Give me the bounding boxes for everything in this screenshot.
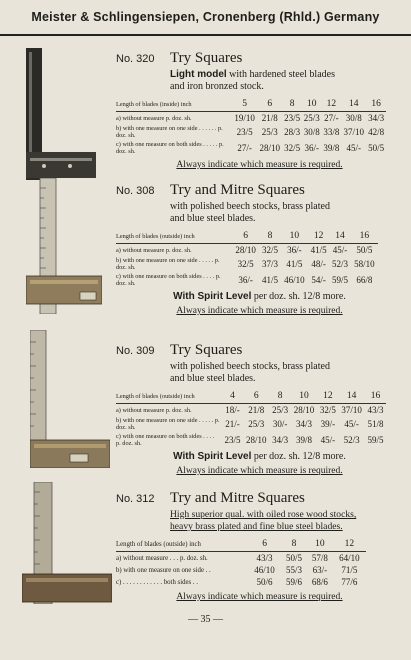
size-header-label: Length of blades (outside) inch (116, 391, 222, 404)
size-cell: 10 (302, 99, 322, 112)
price-cell: 32/5 (237, 259, 254, 269)
price-cell: 34/3 (272, 435, 289, 445)
price-cell: 37/10 (343, 127, 364, 137)
price-cell: 50/5 (368, 143, 385, 153)
price-cell: 77/6 (341, 577, 358, 587)
spirit-level-rest: per doz. sh. 12/8 more. (251, 451, 346, 462)
price-cell: 34/3 (368, 113, 385, 123)
size-cell: 10 (307, 539, 333, 552)
price-row (116, 256, 378, 272)
price-cell: 48/- (311, 259, 326, 269)
size-cell: 16 (366, 99, 386, 112)
price-cell: 64/10 (339, 553, 360, 563)
section-309 (116, 342, 403, 476)
price-cell: 23/5 (284, 113, 301, 123)
item-number: No. 320 (116, 53, 155, 65)
spirit-level-bold: With Spirit Level (173, 451, 252, 462)
price-cell: 59/5 (367, 435, 384, 445)
item-title: Try Squares (170, 50, 243, 66)
price-row (116, 140, 386, 156)
price-table (116, 539, 366, 588)
price-cell: 57/8 (311, 553, 328, 563)
item-description (116, 361, 403, 385)
price-cell: 21/- (225, 419, 240, 429)
price-row (116, 564, 366, 576)
price-cell: 55/3 (286, 565, 303, 575)
measure-note-text: Always indicate which measure is required. (176, 466, 343, 476)
price-cell: 28/10 (259, 143, 280, 153)
row-label: a) without measure p. doz. sh. (116, 246, 192, 254)
price-cell: 51/8 (367, 419, 384, 429)
spirit-level-bold: With Spirit Level (173, 291, 252, 302)
price-cell: 43/3 (367, 405, 384, 415)
price-cell: 41/5 (310, 245, 327, 255)
price-row (116, 416, 386, 432)
size-cell: 12 (333, 539, 366, 552)
price-cell: 25/3 (303, 113, 320, 123)
row-label: a) without measure p. doz. sh. (116, 114, 192, 122)
row-label: c) . . . . . . . . . . . . both sides . . (116, 578, 198, 586)
size-cell: 5 (232, 99, 257, 112)
price-cell: 30/- (272, 419, 288, 429)
price-table (116, 231, 378, 288)
price-cell: 27/- (324, 113, 339, 123)
description-line-1: with polished beech stocks, brass plated (170, 361, 330, 372)
item-number: No. 308 (116, 185, 155, 197)
size-cell: 12 (317, 391, 338, 404)
price-cell: 45/- (332, 245, 348, 255)
description-line-2: and blue steel blades. (170, 373, 256, 384)
item-title: Try and Mitre Squares (170, 182, 305, 198)
price-cell: 33/8 (323, 127, 340, 137)
size-cell: 16 (365, 391, 386, 404)
size-cell: 12 (308, 231, 329, 244)
size-header-label: Length of blades (inside) inch (116, 99, 232, 112)
measure-note-text: Always indicate which measure is required. (176, 306, 343, 316)
price-cell: 58/10 (354, 259, 375, 269)
item-title: Try Squares (170, 342, 243, 358)
row-label: a) without measure . . . p. doz. sh. (116, 554, 208, 562)
price-cell: 46/10 (284, 275, 305, 285)
size-cell: 10 (291, 391, 318, 404)
section-312 (116, 490, 403, 602)
price-cell: 41/5 (261, 275, 278, 285)
price-row (116, 432, 386, 448)
price-row (116, 552, 366, 565)
price-row (116, 112, 386, 125)
price-cell: 36/- (304, 143, 319, 153)
measure-note (116, 160, 403, 170)
spirit-level-rest: per doz. sh. 12/8 more. (251, 291, 346, 302)
price-cell: 28/10 (293, 405, 315, 415)
price-cell: 23/5 (224, 435, 241, 445)
item-title: Try and Mitre Squares (170, 490, 305, 506)
price-cell: 39/- (320, 419, 336, 429)
size-cell: 6 (232, 231, 259, 244)
price-cell: 28/3 (284, 127, 301, 137)
price-cell: 21/8 (248, 405, 265, 415)
row-label: b) with one measure on one side . . (116, 566, 211, 574)
price-cell: 23/5 (236, 127, 253, 137)
item-number: No. 312 (116, 493, 155, 505)
size-cell: 8 (270, 391, 291, 404)
mitre-square-308-illustration (26, 178, 102, 314)
price-cell: 21/8 (261, 113, 278, 123)
measure-note-text: Always indicate which measure is required. (176, 160, 343, 170)
row-label: c) with one measure on both sides . . . . p. doz. sh. (116, 433, 215, 447)
item-number: No. 309 (116, 345, 155, 357)
description-bold: Light model (170, 69, 227, 80)
price-cell: 19/10 (234, 113, 255, 123)
price-cell: 54/- (311, 275, 326, 285)
row-label: a) without measure p. doz. sh. (116, 406, 192, 414)
price-cell: 36/- (238, 275, 253, 285)
row-label: b) with one measure on one side . . . . . . p. doz. sh. (116, 125, 223, 139)
row-label: c) with one measure on both sides . . . . . p. doz. sh. (116, 141, 224, 155)
row-label: c) with one measure on both sides . . . . p. doz. sh. (116, 273, 221, 287)
description-line-2: and blue steel blades. (170, 213, 256, 224)
size-cell: 8 (259, 231, 280, 244)
price-cell: 52/3 (343, 435, 360, 445)
price-cell: 71/5 (341, 565, 358, 575)
size-cell: 8 (281, 539, 307, 552)
price-cell: 34/3 (295, 419, 312, 429)
try-square-320-illustration (24, 48, 98, 180)
price-cell: 52/3 (331, 259, 348, 269)
price-cell: 66/8 (356, 275, 373, 285)
size-cell: 14 (329, 231, 350, 244)
size-cell: 4 (222, 391, 243, 404)
price-cell: 32/5 (261, 245, 278, 255)
measure-note-text: Always indicate which measure is required. (176, 592, 343, 602)
row-label: b) with one measure on one side . . . . . p. doz. sh. (116, 417, 220, 431)
size-header-label: Length of blades (outside) inch (116, 539, 248, 552)
price-cell: 18/- (225, 405, 240, 415)
size-cell: 14 (338, 391, 365, 404)
item-description (116, 201, 403, 225)
size-cell: 6 (257, 99, 282, 112)
spirit-level-note (116, 451, 403, 462)
price-table (116, 391, 386, 448)
price-cell: 37/10 (341, 405, 362, 415)
spirit-level-note (116, 291, 403, 302)
price-cell: 45/- (344, 419, 359, 429)
description-line-2: and iron bronzed stock. (170, 81, 264, 92)
price-cell: 45/- (320, 435, 336, 445)
item-description (116, 69, 403, 93)
price-cell: 28/10 (246, 435, 267, 445)
description-line-1: with polished beech stocks, brass plated (170, 201, 330, 212)
price-row (116, 272, 378, 288)
price-cell: 25/3 (261, 127, 278, 137)
measure-note (116, 466, 403, 476)
item-description (116, 509, 403, 533)
page-number: — 35 — (188, 614, 223, 625)
price-cell: 43/3 (256, 553, 273, 563)
price-row (116, 124, 386, 140)
price-cell: 50/5 (356, 245, 373, 255)
price-cell: 30/8 (345, 113, 362, 123)
price-cell: 28/10 (235, 245, 256, 255)
size-cell: 8 (282, 99, 302, 112)
size-cell: 6 (243, 391, 270, 404)
measure-note (116, 306, 403, 316)
price-cell: 32/5 (319, 405, 336, 415)
section-320 (116, 50, 403, 170)
price-cell: 27/- (237, 143, 252, 153)
size-cell: 16 (351, 231, 378, 244)
price-cell: 59/5 (331, 275, 348, 285)
description-line-2: heavy brass plated and fine blue steel blades. (170, 521, 343, 532)
price-cell: 45/- (346, 143, 361, 153)
section-308 (116, 182, 403, 316)
price-cell: 63/- (312, 565, 328, 575)
price-cell: 42/8 (368, 127, 385, 137)
page-header: Meister & Schlingensiepen, Cronenberg (Rhld.) Germany (0, 0, 411, 36)
price-row (116, 404, 386, 417)
price-table (116, 99, 386, 156)
price-cell: 50/6 (256, 577, 273, 587)
price-cell: 30/8 (303, 127, 320, 137)
description-line-1: with hardened steel blades (226, 69, 335, 80)
price-cell: 50/5 (286, 553, 303, 563)
price-cell: 37/3 (261, 259, 278, 269)
price-cell: 32/5 (284, 143, 301, 153)
measure-note (116, 592, 403, 602)
price-cell: 68/6 (311, 577, 328, 587)
size-cell: 10 (281, 231, 308, 244)
description-line-1: High superior qual. with oiled rose wood stocks, (170, 509, 357, 520)
price-cell: 59/6 (286, 577, 303, 587)
row-label: b) with one measure on one side . . . . . p. doz. sh. (116, 257, 220, 271)
try-square-309-illustration (30, 330, 110, 468)
size-cell: 6 (248, 539, 281, 552)
price-cell: 39/8 (323, 143, 340, 153)
price-cell: 46/10 (254, 565, 275, 575)
price-cell: 25/3 (248, 419, 265, 429)
price-row (116, 244, 378, 257)
size-cell: 14 (341, 99, 366, 112)
mitre-square-312-illustration (22, 482, 112, 604)
price-cell: 25/3 (272, 405, 289, 415)
price-cell: 36/- (287, 245, 302, 255)
price-cell: 41/5 (286, 259, 303, 269)
price-cell: 39/8 (295, 435, 312, 445)
price-row (116, 576, 366, 588)
size-cell: 12 (322, 99, 342, 112)
size-header-label: Length of blades (outside) inch (116, 231, 232, 244)
